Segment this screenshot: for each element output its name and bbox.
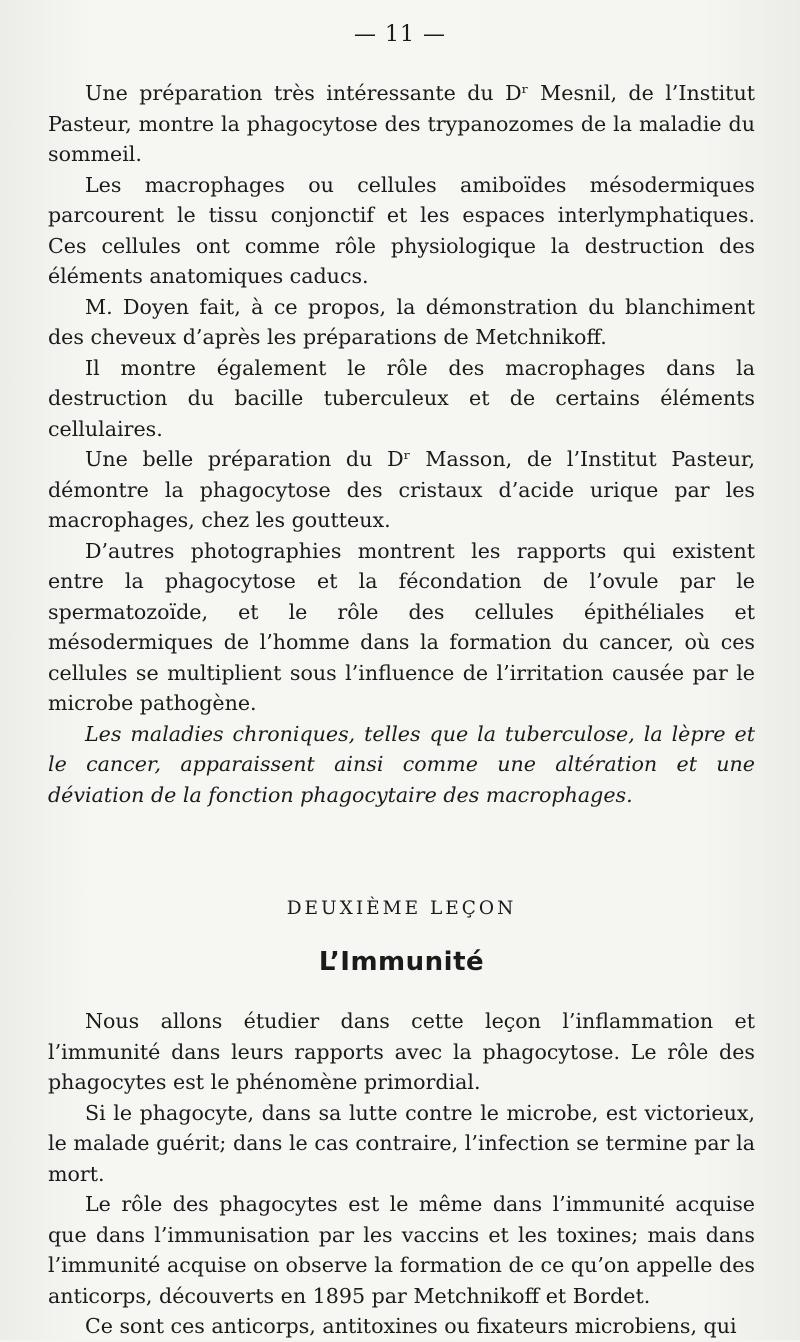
paragraph-phagocyte-victorieux: Si le phagocyte, dans sa lutte contre le microbe, est victorieux, le malade guérit; dans le cas contraire, l’infection se termine par la mort. (48, 1100, 755, 1186)
page-body (48, 78, 755, 1342)
paragraph-bacille-tuberculeux: Il montre également le rôle des macrophages dans la destruction du bacille tuberculeux et de certains éléments cellulaires. (48, 355, 755, 441)
paragraph-inflammation-immunite: Nous allons étudier dans cette leçon l’inflammation et l’immunité dans leurs rapports avec la phagocytose. Le rôle des phagocytes est le phénomène primordial. (48, 1009, 755, 1094)
lecture-heading: DEUXIÈME LEÇON (286, 898, 517, 919)
paragraph-mesnil-trypanozomes: Une préparation très intéressante du Dʳ Mesnil, de l’Institut Pasteur, montre la phagocytose des trypanozomes de la maladie du sommeil. (48, 81, 755, 166)
page-number: — 11 — (354, 22, 446, 47)
paragraph-doyen-blanchiment: M. Doyen fait, à ce propos, la démonstration du blanchiment des cheveux d’après les préparations de Metchnikoff. (48, 294, 755, 349)
paragraph-antitoxines: Ce sont ces anticorps, antitoxines ou fixateurs microbiens, qui (85, 1314, 737, 1338)
chapter-title: L’Immunité (318, 947, 485, 977)
paragraph-maladies-chroniques: Les maladies chroniques, telles que la tuberculose, la lèpre et le cancer, apparaissent ainsi comme une altération et une déviation de la fonction phagocytaire des macrophages. (48, 721, 755, 807)
paragraph-anticorps-1895: Le rôle des phagocytes est le même dans l’immunité acquise que dans l’immunisation par les vaccins et les toxines; mais dans l’immunité acquise on observe la formation de ce qu’on appelle des anticorps, découverts en 1895 par Metchnikoff et Bordet. (48, 1192, 755, 1308)
paragraph-fecondation-cancer: D’autres photographies montrent les rapports qui existent entre la phagocytose et la fécondation de l’ovule par le spermatozoïde, et le rôle des cellules épithéliales et mésodermiques de l’homme dans la formation du cancer, où ces cellules se multiplient sous l’influence de l’irritation causée par le microbe pathogène. (48, 538, 755, 715)
paragraph-macrophages: Les macrophages ou cellules amiboïdes mésodermiques parcourent le tissu conjonctif et les espaces interlymphatiques. Ces cellules ont comme rôle physiologique la destruction des éléments anatomiques caducs. (48, 172, 755, 288)
paragraph-masson-goutteux: Une belle préparation du Dʳ Masson, de l’Institut Pasteur, démontre la phagocytose des cristaux d’acide urique par les macrophages, chez les goutteux. (48, 447, 755, 532)
